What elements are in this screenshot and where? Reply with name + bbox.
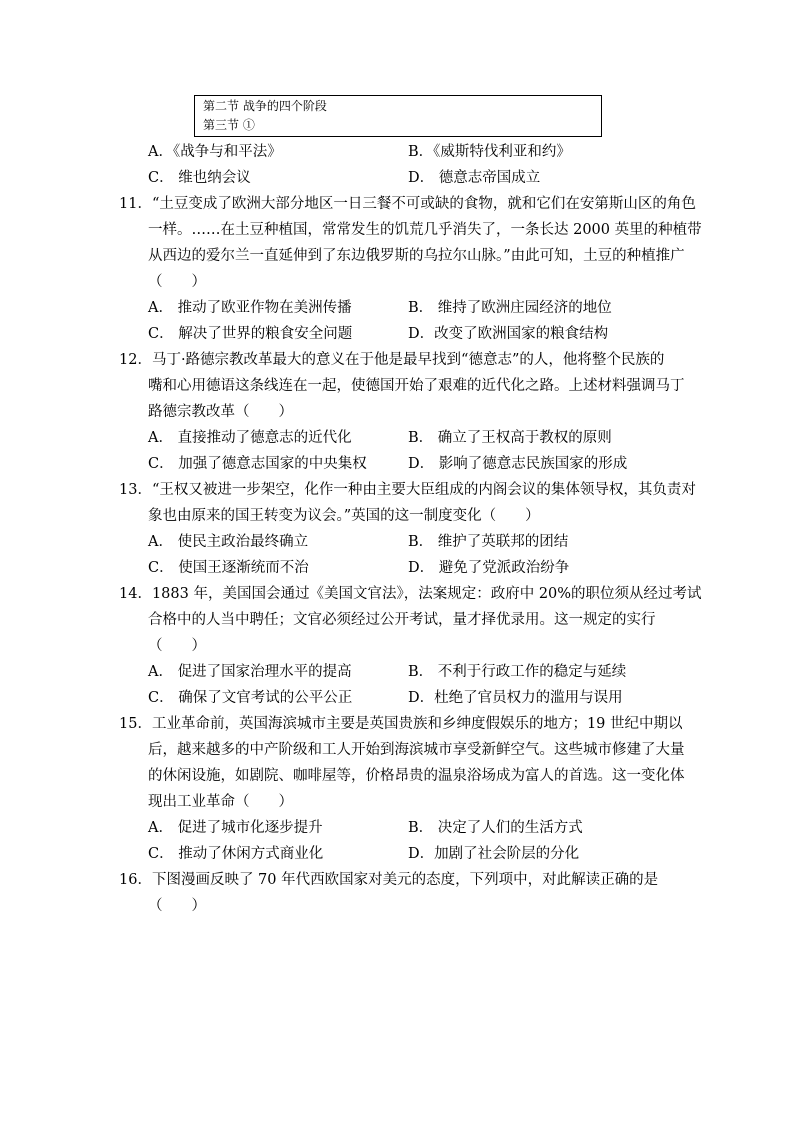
q14-option-c: C． 确保了文官考试的公平公正 (148, 690, 353, 706)
q13-option-c: C． 使国王逐渐统而不治 (148, 560, 309, 576)
q11-option-d: D．改变了欧洲国家的粮食结构 (408, 326, 609, 342)
q14-stem-line2: 合格中的人当中聘任；文官必须经过公开考试，量才择优录用。这一规定的实行 (148, 612, 656, 628)
q13-stem-line1: 13．“王权又被进一步架空，化作一种由主要大臣组成的内阁会议的集体领导权，其负责对 (119, 482, 696, 498)
q15-option-a: A． 促进了城市化逐步提升 (148, 820, 323, 836)
q16-stem-line1: 16．下图漫画反映了 70 年代西欧国家对美元的态度，下列项中，对此解读正确的是 (119, 872, 659, 888)
q12-option-a: A． 直接推动了德意志的近代化 (148, 430, 352, 446)
q14-stem-line1: 14．1883 年，美国国会通过《美国文官法》，法案规定：政府中 20%的职位须从经过考试 (119, 586, 702, 602)
q11-stem-line4: （ ） (148, 274, 206, 290)
q10-option-c: C． 维也纳会议 (148, 170, 251, 186)
q16-stem-line2: （ ） (148, 898, 206, 914)
q13-option-d: D． 避免了党派政治纷争 (408, 560, 570, 576)
q15-stem-line2: 后，越来越多的中产阶级和工人开始到海滨城市享受新鲜空气。这些城市修建了大量 (148, 742, 685, 758)
q14-stem-line3: （ ） (148, 638, 206, 654)
q12-stem-line2: 嘴和心用德语这条线连在一起，使德国开始了艰难的近代化之路。上述材料强调马丁 (148, 378, 685, 394)
q13-option-b: B． 维护了英联邦的团结 (408, 534, 569, 550)
q12-option-c: C． 加强了德意志国家的中央集权 (148, 456, 367, 472)
q14-option-a: A． 促进了国家治理水平的提高 (148, 664, 352, 680)
q14-option-b: B． 不利于行政工作的稳定与延续 (408, 664, 627, 680)
q10-option-d: D． 德意志帝国成立 (408, 170, 541, 186)
q11-stem-line3: 从西边的爱尔兰一直延伸到了东边俄罗斯的乌拉尔山脉。”由此可知，土豆的种植推广 (148, 248, 685, 264)
q15-option-d: D．加剧了社会阶层的分化 (408, 846, 580, 862)
q12-stem-line1: 12．马丁·路德宗教改革最大的意义在于他是最早找到“德意志”的人，他将整个民族的 (119, 352, 665, 368)
q15-stem-line4: 现出工业革命（ ） (148, 794, 293, 810)
q14-option-d: D．杜绝了官员权力的滥用与误用 (408, 690, 623, 706)
q12-option-d: D． 影响了德意志民族国家的形成 (408, 456, 628, 472)
q15-option-c: C． 推动了休闲方式商业化 (148, 846, 324, 862)
q13-option-a: A． 使民主政治最终确立 (148, 534, 309, 550)
q11-option-a: A． 推动了欧亚作物在美洲传播 (148, 300, 352, 316)
q12-option-b: B． 确立了王权高于教权的原则 (408, 430, 612, 446)
intro-box (194, 95, 602, 137)
q11-option-c: C． 解决了世界的粮食安全问题 (148, 326, 353, 342)
q15-option-b: B． 决定了人们的生活方式 (408, 820, 583, 836)
q10-option-a: A．《战争与和平法》 (148, 144, 282, 160)
q15-stem-line1: 15．工业革命前，英国海滨城市主要是英国贵族和乡绅度假娱乐的地方；19 世纪中期以 (119, 716, 683, 732)
q15-stem-line3: 的休闲设施，如剧院、咖啡屋等，价格昂贵的温泉浴场成为富人的首选。这一变化体 (148, 768, 685, 784)
q10-option-b: B．《威斯特伐利亚和约》 (408, 144, 571, 160)
intro-box-line1: 第二节 战争的四个阶段 (203, 99, 327, 113)
q11-stem-line2: 一样。……在土豆种植国，常常发生的饥荒几乎消失了，一条长达 2000 英里的种植带 (148, 222, 702, 238)
q11-stem-line1: 11．“土豆变成了欧洲大部分地区一日三餐不可或缺的食物，就和它们在安第斯山区的角色 (119, 196, 696, 212)
q12-stem-line3: 路德宗教改革（ ） (148, 404, 293, 420)
q13-stem-line2: 象也由原来的国王转变为议会。”英国的这一制度变化（ ） (148, 508, 540, 524)
q11-option-b: B． 维持了欧洲庄园经济的地位 (408, 300, 612, 316)
intro-box-line2: 第三节 ① (203, 118, 255, 132)
